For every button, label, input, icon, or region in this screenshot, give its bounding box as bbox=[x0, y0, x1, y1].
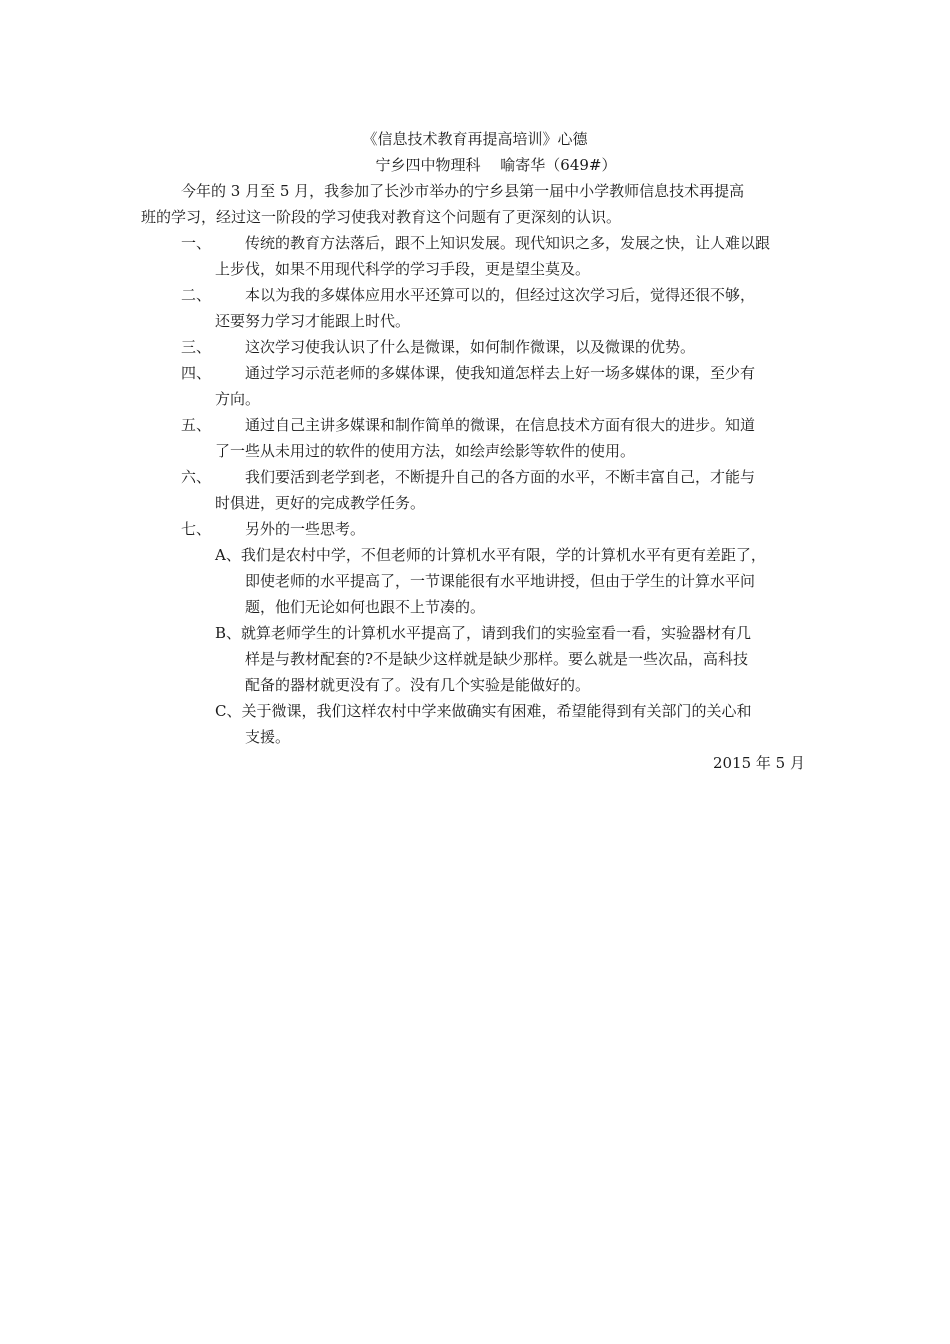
sub-item-text: 即使老师的水平提高了，一节课能很有水平地讲授，但由于学生的计算水平问 bbox=[245, 572, 756, 590]
list-item-number: 一、 bbox=[181, 234, 212, 252]
sub-item-text: 样是与教材配套的?不是缺少这样就是缺少那样。要么就是一些次品，高科技 bbox=[245, 650, 749, 668]
sub-item-text: B、就算老师学生的计算机水平提高了，请到我们的实验室看一看，实验器材有几 bbox=[215, 624, 752, 642]
sub-item-text: 配备的器材就更没有了。没有几个实验是能做好的。 bbox=[245, 676, 591, 694]
list-item-text: 这次学习使我认识了什么是微课，如何制作微课，以及微课的优势。 bbox=[245, 338, 696, 356]
document-title: 《信息技术教育再提高培训》心德 bbox=[362, 130, 588, 148]
list-item-text: 通过学习示范老师的多媒体课，使我知道怎样去上好一场多媒体的课，至少有 bbox=[245, 364, 756, 382]
list-item-number: 三、 bbox=[181, 338, 212, 356]
list-item-text: 方向。 bbox=[215, 390, 261, 408]
intro-paragraph-line-1: 今年的 3 月至 5 月，我参加了长沙市举办的宁乡县第一届中小学教师信息技术再提高 bbox=[181, 182, 745, 200]
list-item-text: 时俱进，更好的完成教学任务。 bbox=[215, 494, 426, 512]
document-date: 2015 年 5 月 bbox=[712, 754, 805, 772]
intro-paragraph-line-2: 班的学习，经过这一阶段的学习使我对教育这个问题有了更深刻的认识。 bbox=[141, 208, 622, 226]
sub-item-text: 支援。 bbox=[245, 728, 291, 746]
sub-item-text: 题，他们无论如何也跟不上节凑的。 bbox=[245, 598, 486, 616]
document-author-line: 宁乡四中物理科 喻寄华（649#） bbox=[375, 156, 617, 174]
list-item-number: 二、 bbox=[181, 286, 212, 304]
list-item-text: 传统的教育方法落后，跟不上知识发展。现代知识之多，发展之快，让人难以跟 bbox=[245, 234, 771, 252]
list-item-number: 五、 bbox=[181, 416, 212, 434]
list-item-text: 本以为我的多媒体应用水平还算可以的，但经过这次学习后，觉得还很不够， bbox=[245, 286, 756, 304]
list-item-text: 还要努力学习才能跟上时代。 bbox=[215, 312, 411, 330]
list-item-text: 通过自己主讲多媒课和制作简单的微课，在信息技术方面有很大的进步。知道 bbox=[245, 416, 756, 434]
list-item-text: 我们要活到老学到老，不断提升自己的各方面的水平，不断丰富自己，才能与 bbox=[245, 468, 756, 486]
list-item-number: 四、 bbox=[181, 364, 212, 382]
list-item-text: 上步伐，如果不用现代科学的学习手段，更是望尘莫及。 bbox=[215, 260, 591, 278]
sub-item-text: C、关于微课，我们这样农村中学来做确实有困难，希望能得到有关部门的关心和 bbox=[215, 702, 752, 720]
sub-item-text: A、我们是农村中学，不但老师的计算机水平有限，学的计算机水平有更有差距了， bbox=[215, 546, 766, 564]
list-item-text: 另外的一些思考。 bbox=[245, 520, 366, 538]
list-item-number: 七、 bbox=[181, 520, 212, 538]
list-item-text: 了一些从未用过的软件的使用方法，如绘声绘影等软件的使用。 bbox=[215, 442, 636, 460]
list-item-number: 六、 bbox=[181, 468, 212, 486]
